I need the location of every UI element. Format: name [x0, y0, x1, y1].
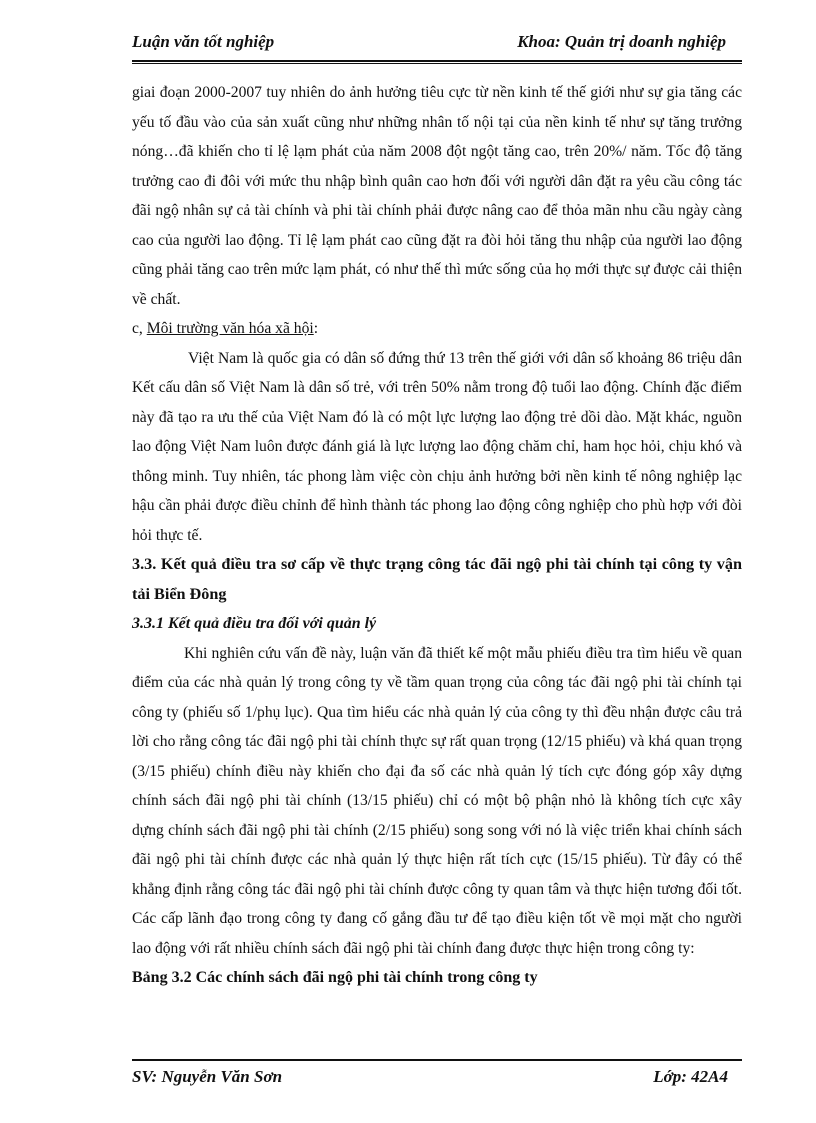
paragraph-survey: Khi nghiên cứu vấn đề này, luận văn đã thiết kế một mẫu phiếu điều tra tìm hiểu về quan điểm của các nhà quản lý trong công ty về tầm quan trọng của công tác đãi ngộ phi tài chính tại công ty (phiếu số 1/phụ lục). Qua tìm hiểu các nhà quản lý của công ty thì đều nhận được câu trả lời cho rằng công tác đãi ngộ phi tài chính thực sự rất quan trọng (12/15 phiếu) và khá quan trọng (3/15 phiếu) chính điều này khiến cho đại đa số các nhà quản lý tích cực đóng góp xây dựng chính sách đãi ngộ phi tài chính (13/15 phiếu) chỉ có một bộ phận nhỏ là không tích cực xây dựng chính sách đãi ngộ phi tài chính (2/15 phiếu) song song với nó là việc triển khai chính sách đãi ngộ phi tài chính được các nhà quản lý thực hiện rất tích cực (15/15 phiếu). Từ đây có thể khẳng định rằng công tác đãi ngộ phi tài chính được công ty quan tâm và thực hiện tương đối tốt. Các cấp lãnh đạo trong công ty đang cố gắng đầu tư để tạo điều kiện tốt về mọi mặt cho người lao động với rất nhiều chính sách đãi ngộ phi tài chính đang được thực hiện trong công ty: [132, 644, 742, 957]
footer-student-name: SV: Nguyễn Văn Sơn [132, 1067, 283, 1086]
section-3-3-1-heading: 3.3.1 Kết quả điều tra đối với quản lý [132, 615, 377, 632]
page-header [132, 28, 740, 58]
header-divider [132, 60, 742, 62]
subsection-c-heading [132, 314, 742, 344]
page-footer [132, 1065, 740, 1095]
footer-class-label: Lớp: 42A4 [653, 1067, 728, 1086]
footer-divider [132, 1059, 742, 1061]
subsection-c-title: Môi trường văn hóa xã hội [146, 320, 314, 337]
header-thesis-label: Luận văn tốt nghiệp [132, 32, 275, 51]
header-divider-thin [132, 63, 742, 64]
subsection-c-prefix: c, [132, 320, 147, 337]
paragraph-culture: Việt Nam là quốc gia có dân số đứng thứ 13 trên thế giới với dân số khoảng 86 triệu dân Kết cấu dân số Việt Nam là dân số trẻ, với trên 50% nằm trong độ tuổi lao động. Chính đặc điểm này đã tạo ra ưu thế của Việt Nam đó là có một lực lượng lao động trẻ dồi dào. Mặt khác, nguồn lao động Việt Nam luôn được đánh giá là lực lượng lao động chăm chỉ, ham học hỏi, chịu khó và thông minh. Tuy nhiên, tác phong làm việc còn chịu ảnh hưởng bởi nền kinh tế nông nghiệp lạc hậu cần phải được điều chỉnh để hình thành tác phong lao động công nghiệp cho phù hợp với đòi hỏi thực tế. [132, 349, 742, 544]
paragraph-inflation: giai đoạn 2000-2007 tuy nhiên do ảnh hưởng tiêu cực từ nền kinh tế thế giới như sự gia tăng các yếu tố đầu vào của sản xuất cũng như những nhân tố nội tại của nền kinh tế như sự tăng trưởng nóng…đã khiến cho tỉ lệ lạm phát của năm 2008 đột ngột tăng cao, trên 20%/ năm. Tốc độ tăng trưởng cao đi đôi với mức thu nhập bình quân cao hơn đối với người dân đặt ra yêu cầu công tác đãi ngộ nhân sự cả tài chính và phi tài chính phải được nâng cao để thỏa mãn nhu cầu ngày càng cao của người lao động. Tỉ lệ lạm phát cao cũng đặt ra đòi hỏi tăng thu nhập của người lao động cũng phải tăng cao trên mức lạm phát, có như thế thì mức sống của họ mới thực sự được cải thiện về chất. [132, 84, 742, 308]
section-3-3-heading: 3.3. Kết quả điều tra sơ cấp về thực trạng công tác đãi ngộ phi tài chính tại công ty vận tải Biển Đông [132, 555, 742, 603]
document-body [132, 78, 742, 993]
header-faculty-label: Khoa: Quản trị doanh nghiệp [517, 32, 726, 51]
table-caption: Bảng 3.2 Các chính sách đãi ngộ phi tài chính trong công ty [132, 969, 538, 986]
subsection-c-suffix: : [313, 320, 319, 337]
